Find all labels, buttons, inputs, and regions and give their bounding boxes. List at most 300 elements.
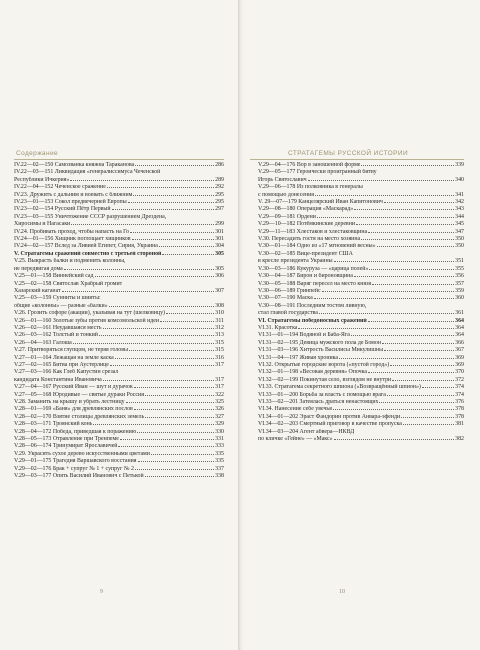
toc-entry-page: 326 <box>215 406 224 413</box>
toc-entry <box>258 377 464 384</box>
toc-entry-title: V.30—05—188 Варяг пересел на место князя <box>258 280 372 287</box>
toc-entry <box>14 192 224 199</box>
toc-entry-title: V.27—03—166 Как Глеб Капустин срезал <box>14 369 119 376</box>
header-rule <box>14 159 224 160</box>
toc-entry-page: 360 <box>455 295 464 302</box>
toc-dot-leader <box>135 165 214 166</box>
toc-entry-page: 307 <box>215 287 224 294</box>
toc-entry-title: не передвигая дома <box>14 265 63 272</box>
toc-entry-title: V.30—07—190 Маска <box>258 295 313 302</box>
toc-entry-page: 301 <box>215 236 224 243</box>
toc-entry-title: VI.34—01—202 Эраст Фандорин против Анвара-эфенди <box>258 413 401 420</box>
toc-dot-leader <box>422 387 454 388</box>
toc-entry-title: V.25—02—158 Святослав Храбрый громит <box>14 280 123 287</box>
toc-entry <box>14 340 224 347</box>
toc-entry <box>14 177 224 184</box>
toc-entry <box>14 458 224 465</box>
toc-entry-page: 315 <box>215 339 224 346</box>
page-header: Содержание <box>16 150 58 157</box>
toc-entry-title: IV.23—01—153 Сокол предвечерней Европы <box>14 199 127 206</box>
toc-entry-title: V.25. Выкрасть балки и подменить колонны, <box>14 258 126 265</box>
toc-entry-page: 350 <box>455 236 464 243</box>
toc-entry-title: V.26—02—161 Неудавшаяся месть <box>14 324 102 331</box>
toc-entry-page: 289 <box>215 176 224 183</box>
toc-entry-title: стал главой государства <box>258 310 318 317</box>
toc-entry-page: 355 <box>455 265 464 272</box>
toc-entry-title: V.29—01—175 Трагедия Варшавского восстания <box>14 458 137 465</box>
toc-entry <box>14 214 224 221</box>
toc-entry <box>258 206 464 213</box>
toc-entry-page: 315 <box>215 347 224 354</box>
toc-entry <box>14 473 224 480</box>
toc-dot-leader <box>137 432 214 433</box>
toc-entry <box>258 288 464 295</box>
toc-entry <box>14 184 224 191</box>
toc-dot-leader <box>369 269 454 270</box>
toc-dot-leader <box>109 306 215 307</box>
toc-entry-title: в кресле президента Украины <box>258 258 333 265</box>
toc-entry <box>14 466 224 473</box>
toc-dot-leader <box>356 224 454 225</box>
toc-entry <box>14 273 224 280</box>
toc-entry-title: V.28—05—173 Отравление при Тренпеме <box>14 436 119 443</box>
toc-entry-title: V.27—02—165 Битва при Аустерлице <box>14 361 109 368</box>
toc-entry-page: 295 <box>215 199 224 206</box>
toc-entry-title: по кличке «Гейне» — «Макс» <box>258 436 333 443</box>
toc-entry-page: 305 <box>215 250 224 257</box>
toc-entry-title: VI. Стратагемы победоносных сражений <box>258 317 367 324</box>
toc-dot-leader <box>93 424 214 425</box>
toc-entry <box>14 347 224 354</box>
toc-dot-leader <box>115 358 214 359</box>
page-header: СТРАТАГЕМЫ РУССКОЙ ИСТОРИИ <box>288 150 409 157</box>
toc-entry <box>14 355 224 362</box>
toc-dot-leader <box>401 417 454 418</box>
toc-entry-page: 301 <box>215 228 224 235</box>
toc-dot-leader <box>379 402 454 403</box>
toc-dot-leader <box>145 476 215 477</box>
toc-entry-title: V.29—02—176 Брак + супруг № 1 + супруг № 2 <box>14 465 134 472</box>
toc-entry <box>258 273 464 280</box>
toc-entry <box>258 169 464 176</box>
toc-dot-leader <box>361 165 454 166</box>
toc-entry <box>258 429 464 436</box>
toc-entry-title: V. Стратагемы сражений совместно с третьей стороной <box>14 250 162 257</box>
toc-entry <box>258 162 464 169</box>
toc-dot-leader <box>351 335 454 336</box>
toc-dot-leader <box>368 372 454 373</box>
toc-entry-page: 344 <box>455 213 464 220</box>
toc-entry-title: VI.34. Нанесение себе увечья <box>258 406 332 413</box>
toc-entry-title: V.29—11—183 Хлестаков и хлестаковщина <box>258 228 368 235</box>
toc-entry-title: V.29—04—176 Вор в заношенной форме <box>258 162 361 168</box>
right-page <box>244 0 480 650</box>
toc-dot-leader <box>107 187 214 188</box>
toc-dot-leader <box>368 321 454 322</box>
toc-entry <box>258 199 464 206</box>
toc-entry <box>258 177 464 184</box>
toc-entry <box>258 192 464 199</box>
toc-dot-leader <box>384 350 454 351</box>
toc-dot-leader <box>339 358 454 359</box>
toc-entry-title: V.27—05—168 Юродивые — святые дураки России <box>14 391 145 398</box>
toc-dot-leader <box>333 409 454 410</box>
toc-entry <box>14 303 224 310</box>
toc-entry <box>14 310 224 317</box>
toc-entry <box>14 451 224 458</box>
toc-entry-title: V.26—04—163 Галоша <box>14 339 72 346</box>
toc-dot-leader <box>315 195 454 196</box>
toc-entry-title: V.29. Украсить сухое дерево искусственными цветами <box>14 450 150 457</box>
toc-dot-leader <box>103 328 215 329</box>
toc-entry-title: V.26. Грозить софоре (акации), указывая на тут (шелковицу) <box>14 310 166 317</box>
toc-entry <box>14 443 224 450</box>
toc-entry-page: 308 <box>215 302 224 309</box>
toc-entry-page: 378 <box>455 413 464 420</box>
toc-entry-page: 367 <box>455 347 464 354</box>
toc-entry-page: 359 <box>455 287 464 294</box>
toc-dot-leader <box>134 409 214 410</box>
toc-entry <box>14 325 224 332</box>
toc-entry-page: 376 <box>455 399 464 405</box>
toc-entry <box>14 399 224 406</box>
toc-entry-title: Игорь Святославич <box>258 176 307 183</box>
toc-entry-title: V.30—02—185 Вице-президент США <box>258 250 353 257</box>
toc-entry-page: 333 <box>215 443 224 450</box>
toc-entry-title: VI.34—02—203 Смертный приговор в качестве пропуска <box>258 421 402 428</box>
toc-dot-leader <box>354 209 454 210</box>
header-rule <box>250 159 464 160</box>
toc-entry-title: IV.23—03—155 Уничтожение СССР разрушением Дрездена, <box>14 213 167 220</box>
toc-entry-title: V.27. Притворяться глупцом, не теряя головы <box>14 347 128 354</box>
toc-entry <box>14 384 224 391</box>
toc-entry <box>258 229 464 236</box>
toc-entry-page: 382 <box>455 436 464 443</box>
toc-entry <box>258 406 464 413</box>
toc-entry <box>14 362 224 369</box>
toc-entry-page: 335 <box>215 450 224 457</box>
toc-entry-page: 316 <box>215 354 224 361</box>
toc-dot-leader <box>361 239 454 240</box>
toc-entry-page: 364 <box>455 332 464 339</box>
toc-dot-leader <box>372 284 454 285</box>
toc-entry <box>14 251 224 258</box>
toc-dot-leader <box>145 395 214 396</box>
toc-entry-title: IV.24—01—156 Хищник поглощает хищников <box>14 236 131 243</box>
toc-entry-title: V.27—04—167 Русский Иван — шут и дурачок <box>14 384 133 391</box>
toc-dot-leader <box>384 202 454 203</box>
toc-dot-leader <box>387 395 454 396</box>
toc-dot-leader <box>317 217 454 218</box>
toc-dot-leader <box>151 454 214 455</box>
toc-entry-title: V.29—10—182 Потёмкинские деревни <box>258 221 356 228</box>
toc-entry-page: 350 <box>455 243 464 250</box>
toc-entry <box>258 251 464 258</box>
toc-entry <box>14 221 224 228</box>
toc-entry-page: 305 <box>215 265 224 272</box>
toc-entry-title: VI.34—03—204 Агент абвера—НКВД <box>258 428 355 435</box>
toc-entry-title: Хазарский каганат <box>14 287 61 294</box>
toc-dot-leader <box>390 365 454 366</box>
toc-entry <box>14 421 224 428</box>
toc-entry-page: 317 <box>215 384 224 391</box>
toc-dot-leader <box>403 424 454 425</box>
toc-entry-title: VI.32. Открытые городские ворота («пустой город») <box>258 361 390 368</box>
toc-entry-page: 331 <box>215 436 224 443</box>
toc-dot-leader <box>70 180 214 181</box>
toc-entry <box>258 236 464 243</box>
toc-entry-title: VI.32—02—199 Покинутая село, взглядом не внутри <box>258 376 392 383</box>
toc-entry-title: IV.24. Пробивать проход, чтобы напасть на Го <box>14 228 129 235</box>
toc-entry-title: кандидата Константина Ивановича <box>14 376 102 383</box>
toc-entry-page: 374 <box>455 384 464 391</box>
table-of-contents <box>14 162 224 480</box>
toc-dot-leader <box>73 343 214 344</box>
toc-dot-leader <box>298 328 454 329</box>
toc-entry-page: 356 <box>455 273 464 280</box>
toc-entry-page: 374 <box>455 391 464 398</box>
toc-entry-title: V.28—01—169 «Баня» для древлянских послов <box>14 406 133 413</box>
toc-entry-title: V.28—02—170 Взятие столицы древлянских земель <box>14 413 145 420</box>
toc-entry <box>14 392 224 399</box>
toc-entry-title: VI.31—03—196 Хитрость Василисы Микулишны <box>258 347 384 354</box>
toc-entry <box>258 392 464 399</box>
page-number: 9 <box>100 589 103 595</box>
toc-entry-page: 312 <box>215 324 224 331</box>
toc-entry <box>14 199 224 206</box>
toc-entry-title: V. 29—07—179 Канцелярский Иван Капитонович <box>258 199 383 206</box>
toc-entry-page: 292 <box>215 184 224 191</box>
toc-entry-title: IV.24—02—157 Вслед за Ливией Египет, Сирия, Украина <box>14 243 158 250</box>
toc-dot-leader <box>334 261 455 262</box>
toc-dot-leader <box>322 291 455 292</box>
toc-entry-page: 335 <box>215 458 224 465</box>
toc-dot-leader <box>145 417 214 418</box>
toc-entry <box>258 340 464 347</box>
toc-entry <box>258 421 464 428</box>
toc-entry <box>14 295 224 302</box>
toc-entry-page: 339 <box>455 162 464 168</box>
toc-dot-leader <box>103 380 214 381</box>
toc-entry <box>14 266 224 273</box>
toc-entry <box>258 436 464 443</box>
toc-entry-title: VI.33. Стратагема секретного шпиона («Возвращённый шпион») <box>258 384 421 391</box>
toc-entry <box>258 384 464 391</box>
toc-dot-leader <box>166 313 214 314</box>
toc-entry <box>14 281 224 288</box>
toc-dot-leader <box>392 380 454 381</box>
toc-dot-leader <box>377 246 455 247</box>
toc-dot-leader <box>314 298 454 299</box>
toc-entry-page: 341 <box>455 191 464 198</box>
toc-entry <box>14 429 224 436</box>
toc-entry <box>14 406 224 413</box>
toc-entry <box>258 369 464 376</box>
toc-entry-page: 306 <box>215 273 224 280</box>
toc-entry <box>14 288 224 295</box>
toc-dot-leader <box>135 469 214 470</box>
toc-entry-title: V.26—01—160 Золотые зубы против комсомольской идеи <box>14 317 159 324</box>
toc-entry-title: V.28—03—171 Троянский конь <box>14 421 93 428</box>
toc-dot-leader <box>118 446 214 447</box>
toc-entry <box>258 399 464 406</box>
toc-entry-title: VI.33—02—201 Затеялась драться ненастоящих <box>258 399 379 405</box>
toc-entry <box>14 318 224 325</box>
toc-entry <box>14 332 224 339</box>
toc-entry <box>14 369 224 376</box>
toc-entry-page: 313 <box>215 332 224 339</box>
toc-entry <box>258 184 464 191</box>
toc-entry <box>258 266 464 273</box>
toc-entry-page: 343 <box>455 206 464 213</box>
toc-dot-leader <box>319 313 454 314</box>
toc-entry-title: VI.31—01—194 Водяной и Баба-Яга <box>258 332 350 339</box>
toc-entry-page: 364 <box>455 317 464 324</box>
toc-entry-title: V.25—03—159 Сунниты и шииты: <box>14 295 101 302</box>
toc-entry <box>14 206 224 213</box>
toc-entry <box>14 162 224 169</box>
toc-dot-leader <box>134 387 214 388</box>
toc-entry <box>14 229 224 236</box>
toc-entry-title: V.28—04—172 Победа, приведшая к поражению <box>14 428 137 435</box>
toc-entry-page: 310 <box>215 310 224 317</box>
toc-entry <box>258 414 464 421</box>
toc-entry-title: V.29—05—177 Героически проигранный битву <box>258 169 377 176</box>
toc-entry-title: IV.22—04—152 Чеченское сражение <box>14 184 106 191</box>
toc-dot-leader <box>62 291 215 292</box>
toc-entry <box>14 236 224 243</box>
toc-entry-title: VI.31—04—197 Живая хроника <box>258 354 339 361</box>
toc-entry-title: с помощью донесения <box>258 191 315 198</box>
toc-entry-page: 327 <box>215 413 224 420</box>
toc-entry-page: 325 <box>215 399 224 405</box>
toc-entry-page: 345 <box>455 221 464 228</box>
toc-entry-page: 370 <box>455 369 464 376</box>
toc-entry-page: 364 <box>455 324 464 331</box>
toc-entry-page: 337 <box>215 465 224 472</box>
toc-entry-page: 304 <box>215 243 224 250</box>
toc-dot-leader <box>133 195 214 196</box>
toc-dot-leader <box>138 461 215 462</box>
toc-entry-title: Республики Ичкерия» <box>14 176 70 183</box>
toc-entry <box>258 332 464 339</box>
toc-dot-leader <box>71 224 214 225</box>
toc-entry <box>258 325 464 332</box>
toc-entry-page: 347 <box>455 228 464 235</box>
toc-entry <box>258 243 464 250</box>
toc-entry-title: V.28. Заманить на крышу и убрать лестницу <box>14 399 125 405</box>
toc-dot-leader <box>132 239 215 240</box>
toc-entry-title: V.30—06—189 Гринпейс <box>258 287 321 294</box>
toc-entry <box>258 355 464 362</box>
toc-entry-page: 366 <box>455 339 464 346</box>
toc-entry-title: V.29—03—177 Опять Василий Иванович с Петькой <box>14 473 144 480</box>
toc-entry-title: V.30—03—186 Кукуруза — «царица полей» <box>258 265 369 272</box>
toc-entry-title: Хиросимы и Нагасаки <box>14 221 71 228</box>
toc-entry-title: V.30—08—191 Последним тостом ливную, <box>258 302 367 309</box>
toc-entry-title: V.25—01—158 Виннейский сад <box>14 273 94 280</box>
toc-dot-leader <box>334 439 455 440</box>
toc-entry-title: V.30. Пересадить гостя на место хозяина <box>258 236 361 243</box>
toc-entry-page: 378 <box>455 406 464 413</box>
toc-entry <box>14 377 224 384</box>
toc-entry <box>14 414 224 421</box>
toc-entry-page: 369 <box>455 354 464 361</box>
toc-entry-page: 295 <box>215 191 224 198</box>
toc-dot-leader <box>130 232 214 233</box>
toc-dot-leader <box>160 321 214 322</box>
toc-entry <box>258 258 464 265</box>
toc-entry-title: IV.23—02—154 Русский Пётр Первый <box>14 206 111 213</box>
toc-entry-title: V.29—09—181 Ордени <box>258 213 316 220</box>
toc-dot-leader <box>368 232 454 233</box>
toc-dot-leader <box>354 276 454 277</box>
toc-entry <box>14 169 224 176</box>
toc-entry-title: IV.23. Дружить с дальним и воевать с ближним <box>14 191 133 198</box>
toc-entry <box>14 436 224 443</box>
toc-dot-leader <box>64 269 214 270</box>
toc-entry-page: 381 <box>455 421 464 428</box>
toc-entry-page: 299 <box>215 221 224 228</box>
toc-entry <box>258 362 464 369</box>
toc-entry <box>258 318 464 325</box>
toc-dot-leader <box>129 350 214 351</box>
toc-entry-page: 297 <box>215 206 224 213</box>
toc-entry-page: 351 <box>455 258 464 265</box>
toc-dot-leader <box>110 365 214 366</box>
toc-entry-title: IV.22—03—151 Ликвидация «генералиссимуса Чеченской <box>14 169 161 176</box>
toc-entry-page: 317 <box>215 376 224 383</box>
toc-dot-leader <box>159 246 214 247</box>
toc-entry-page: 338 <box>215 473 224 480</box>
toc-entry-title: V.27—01—164 Лежащая на земле каска <box>14 354 114 361</box>
toc-entry-page: 286 <box>215 162 224 168</box>
toc-entry <box>14 258 224 265</box>
toc-entry-title: VI.31. Красотка <box>258 324 298 331</box>
toc-entry <box>14 243 224 250</box>
toc-entry-page: 357 <box>455 280 464 287</box>
toc-entry <box>258 281 464 288</box>
table-of-contents <box>258 162 464 443</box>
page-number: 10 <box>339 589 345 595</box>
toc-entry <box>258 214 464 221</box>
toc-entry <box>258 310 464 317</box>
toc-dot-leader <box>120 439 214 440</box>
toc-entry-title: IV.22—02—150 Самозванка княжна Тараканова <box>14 162 135 168</box>
toc-entry-page: 361 <box>455 310 464 317</box>
toc-entry-title: VI.33—01—200 Борьба за власть с помощью врага <box>258 391 386 398</box>
toc-entry-title: VI.32—01—198 «Весовая деревня» Опочка <box>258 369 368 376</box>
toc-entry-title: V.30—01—184 Одно из «17 мгновений весны» <box>258 243 376 250</box>
toc-entry-title: общие «колонны» — разные «балки» <box>14 302 108 309</box>
toc-dot-leader <box>162 254 214 255</box>
toc-entry <box>258 303 464 310</box>
toc-entry <box>258 295 464 302</box>
toc-dot-leader <box>382 343 454 344</box>
toc-entry-title: V.29—08—180 Операция «Маскарад» <box>258 206 354 213</box>
toc-entry-page: 342 <box>455 199 464 206</box>
toc-dot-leader <box>99 335 214 336</box>
toc-entry <box>258 347 464 354</box>
toc-dot-leader <box>128 202 215 203</box>
toc-entry-title: V.28—06—174 Тринумират Ярославичей <box>14 443 118 450</box>
toc-entry-title: V.30—04—187 Бирон и бироновщина <box>258 273 353 280</box>
toc-entry-page: 322 <box>215 391 224 398</box>
toc-dot-leader <box>95 276 215 277</box>
toc-entry-page: 372 <box>455 376 464 383</box>
toc-entry-title: VI.31—02—195 Девица мужского пола де Бомон <box>258 339 381 346</box>
toc-entry <box>258 221 464 228</box>
